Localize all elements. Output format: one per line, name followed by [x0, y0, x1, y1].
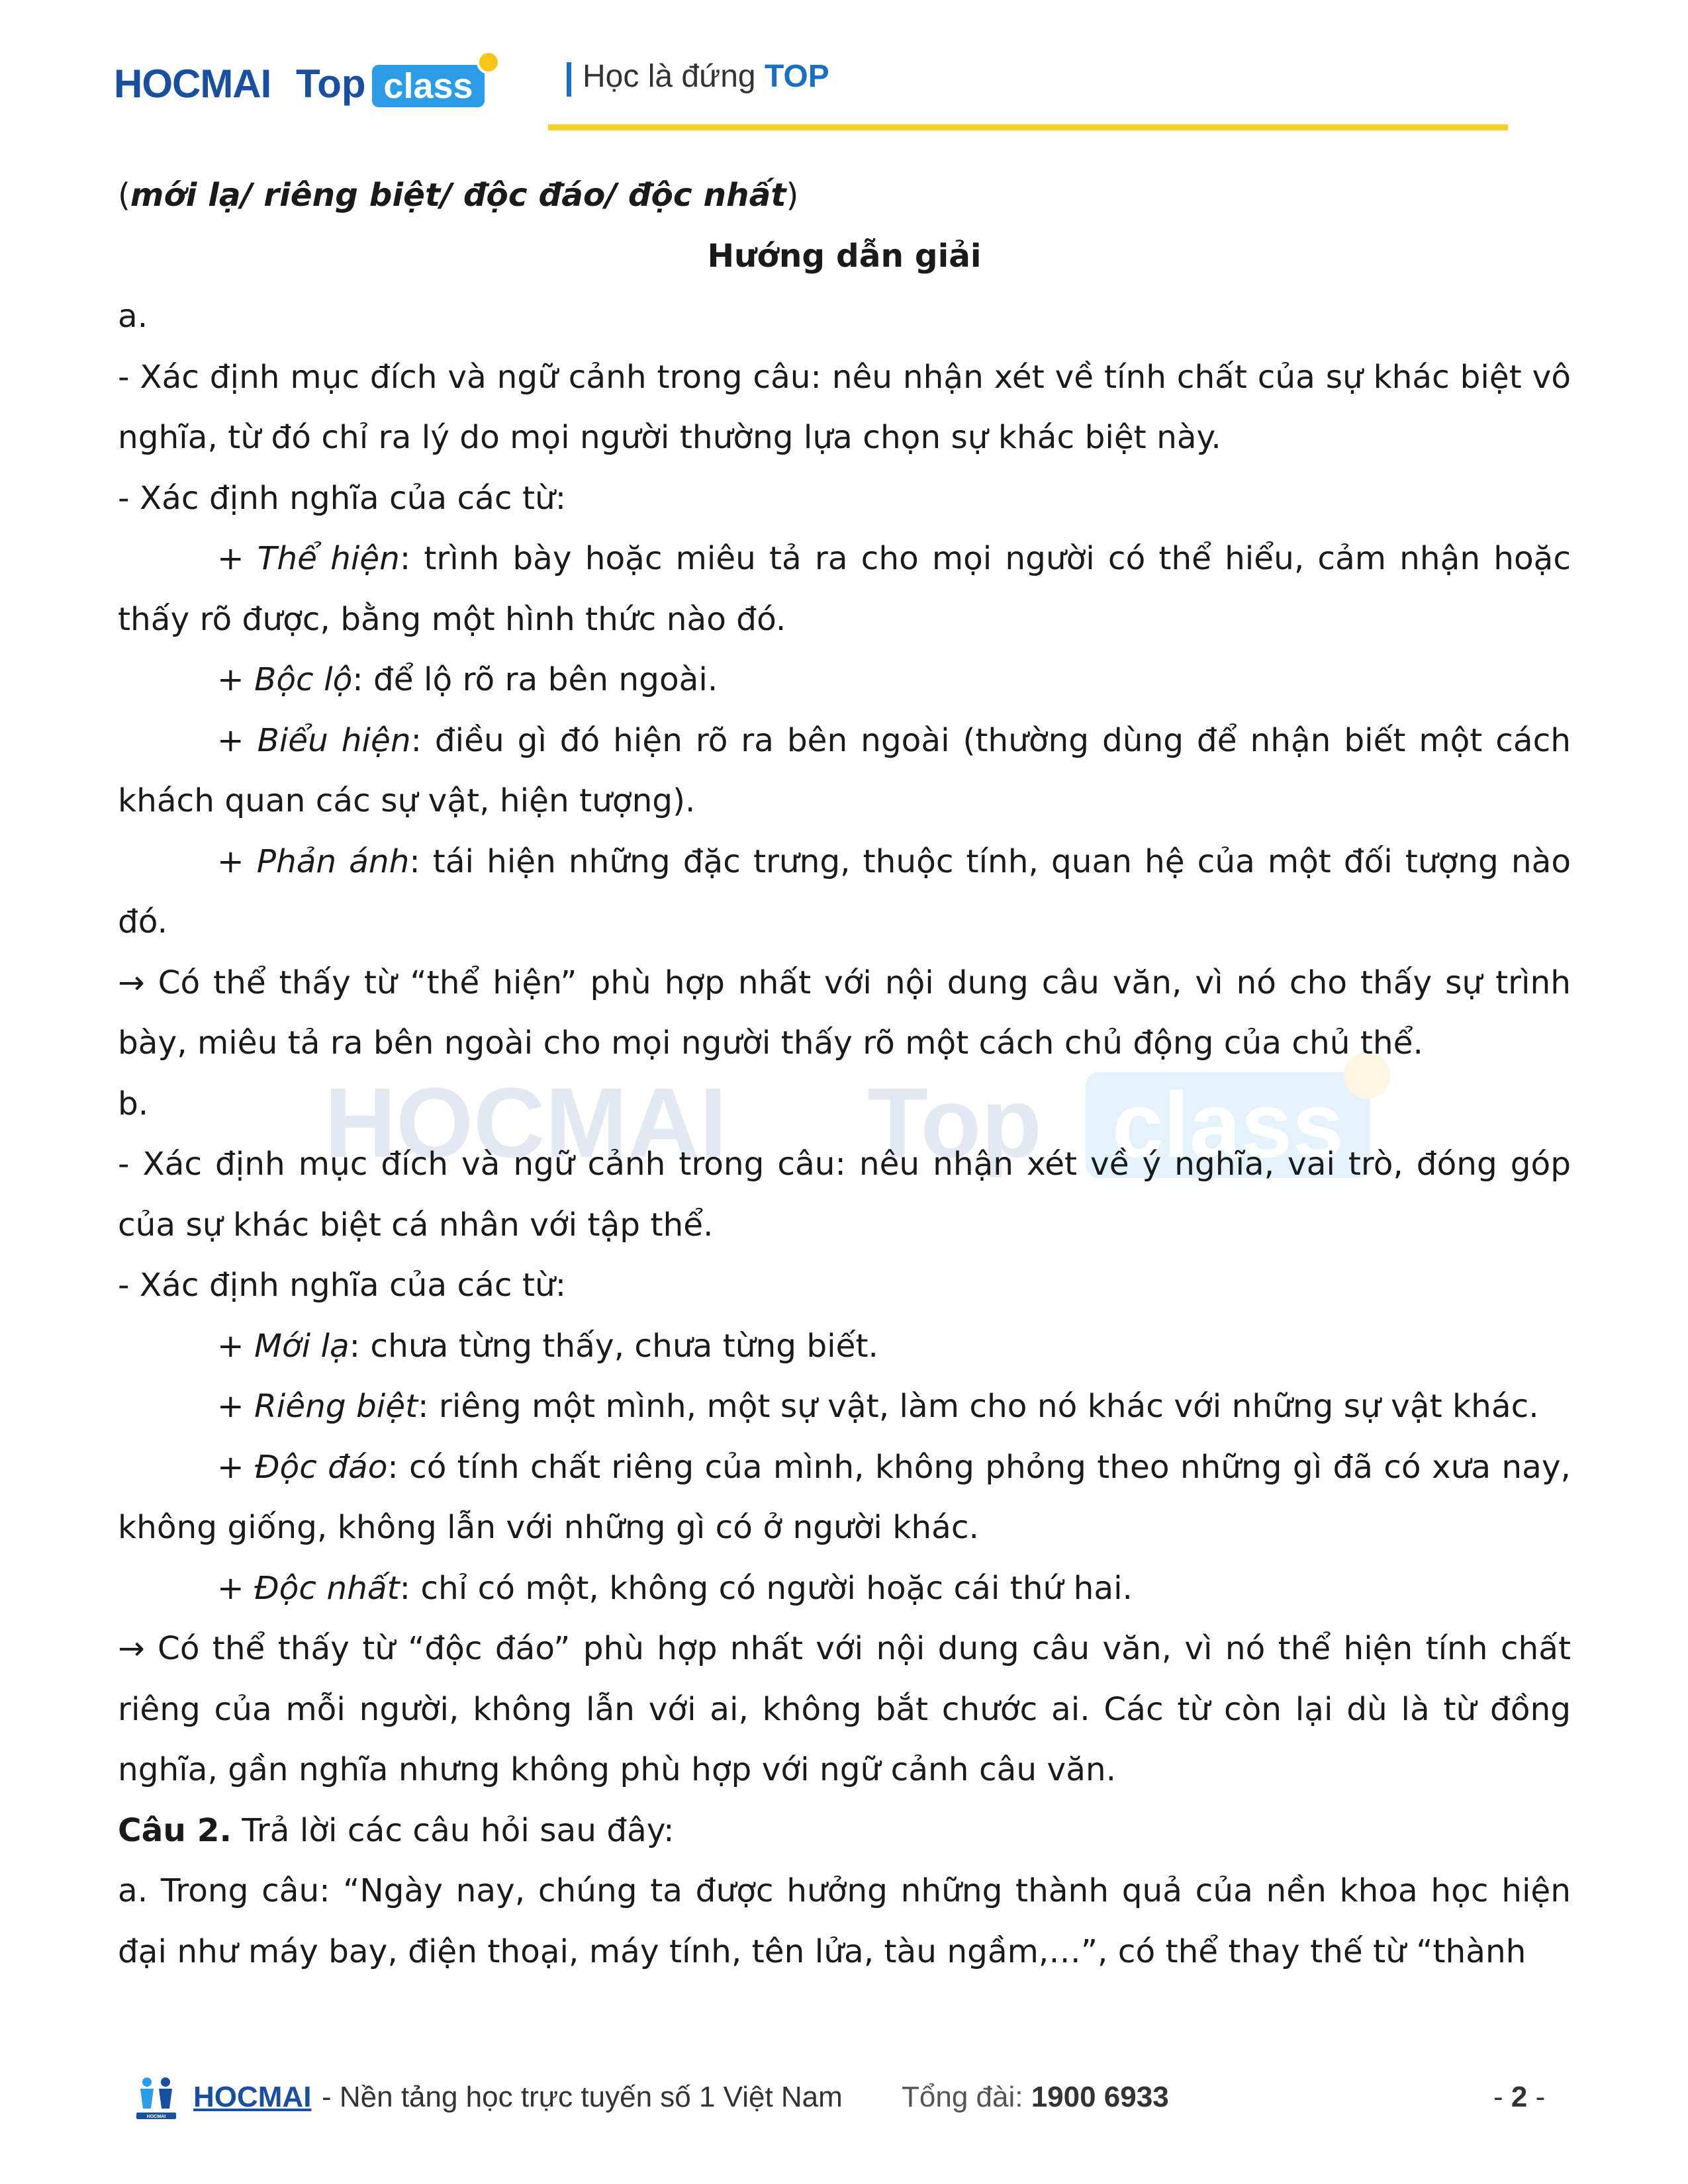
part-a-conclusion: → Có thể thấy từ “thể hiện” phù hợp nhất với nội dung câu văn, vì nó cho thấy sự trình bày, miêu tả ra bên ngoài cho mọi người thấy rõ một cách chủ động của chủ thể.: [118, 964, 1571, 1062]
question-2-text: Trả lời các câu hỏi sau đây:: [231, 1811, 675, 1849]
hocmai-people-icon: [132, 2074, 180, 2122]
definition-item: + Mới lạ: chưa từng thấy, chưa từng biết.: [217, 1327, 878, 1365]
watermark-hocmai: HOCMAI: [324, 1067, 727, 1178]
page-number: - 2 -: [1493, 2081, 1546, 2113]
tagline-prefix: Học là đứng: [583, 59, 756, 94]
options-words: mới lạ/ riêng biệt/ độc đáo/ độc nhất: [130, 177, 786, 214]
logo-class-badge: class: [372, 65, 485, 107]
part-b-context: - Xác định mục đích và ngữ cảnh trong câu: nêu nhận xét về ý nghĩa, vai trò, đóng góp của sự khác biệt cá nhân với tập thể.: [118, 1146, 1571, 1244]
part-b-label: b.: [118, 1085, 149, 1122]
definition-item: + Biểu hiện: điều gì đó hiện rõ ra bên ngoài (thường dùng để nhận biết một cách khách quan các sự vật, hiện tượng).: [118, 721, 1571, 819]
part-b-conclusion: → Có thể thấy từ “độc đáo” phù hợp nhất với nội dung câu văn, vì nó thể hiện tính chất riêng của mỗi người, không lẫn với ai, không bắt chước ai. Các từ còn lại dù là từ đồng nghĩa, gần nghĩa nhưng không phù hợp với ngữ cảnh câu văn.: [118, 1630, 1571, 1788]
question-2-label: Câu 2.: [118, 1811, 232, 1849]
tagline-top: TOP: [764, 59, 829, 94]
header-tagline: [583, 58, 829, 95]
page-header: [0, 0, 1688, 152]
footer-hotline: Tổng đài: 1900 6933: [902, 2081, 1169, 2113]
guide-title: Hướng dẫn giải: [707, 237, 982, 275]
definition-item: + Độc nhất: chỉ có một, không có người hoặc cái thứ hai.: [217, 1569, 1133, 1607]
definition-item: + Thể hiện: trình bày hoặc miêu tả ra cho mọi người có thể hiểu, cảm nhận hoặc thấy rõ được, bằng một hình thức nào đó.: [118, 540, 1571, 638]
logo-star-icon: [477, 50, 500, 74]
footer-icon-caption: HOCMAI: [146, 2115, 166, 2119]
question-2-part-a: a. Trong câu: “Ngày nay, chúng ta được hưởng những thành quả của nền khoa học hiện đại như máy bay, điện thoại, máy tính, tên lửa, tàu ngầm,…”, có thể thay thế từ “thành: [118, 1872, 1571, 1970]
tagline-divider: [567, 62, 571, 97]
definition-item: + Độc đáo: có tính chất riêng của mình, không phỏng theo những gì đã có xưa nay, không giống, không lẫn với những gì có ở người khác.: [118, 1448, 1571, 1546]
question-2: [118, 1801, 1571, 1862]
options-line: (mới lạ/ riêng biệt/ độc đáo/ độc nhất): [118, 177, 799, 214]
header-underline: [548, 124, 1508, 130]
part-a-label: a.: [118, 298, 148, 335]
definition-item: + Riêng biệt: riêng một mình, một sự vật, làm cho nó khác với những sự vật khác.: [217, 1388, 1539, 1425]
part-b-meaning-intro: - Xác định nghĩa của các từ:: [118, 1267, 567, 1304]
part-a-meaning-intro: - Xác định nghĩa của các từ:: [118, 479, 567, 517]
watermark-top: Top: [867, 1067, 1042, 1178]
logo-top-text: Top: [296, 62, 366, 106]
footer-description: - Nền tảng học trực tuyến số 1 Việt Nam: [322, 2081, 843, 2113]
footer-brand-link[interactable]: HOCMAI: [193, 2081, 312, 2113]
document-body: [118, 165, 1571, 1982]
hotline-number: 1900 6933: [1031, 2081, 1169, 2113]
watermark-class: class: [1086, 1072, 1370, 1178]
definition-item: + Phản ánh: tái hiện những đặc trưng, thuộc tính, quan hệ của một đối tượng nào đó.: [118, 842, 1571, 940]
page-footer: [0, 2065, 1688, 2131]
part-a-context: - Xác định mục đích và ngữ cảnh trong câu: nêu nhận xét về tính chất của sự khác biệt vô nghĩa, từ đó chỉ ra lý do mọi người thường lựa chọn sự khác biệt này.: [118, 358, 1571, 456]
definition-item: + Bộc lộ: để lộ rõ ra bên ngoài.: [217, 661, 718, 698]
logo-hocmai-text: HOCMAI: [114, 62, 271, 106]
